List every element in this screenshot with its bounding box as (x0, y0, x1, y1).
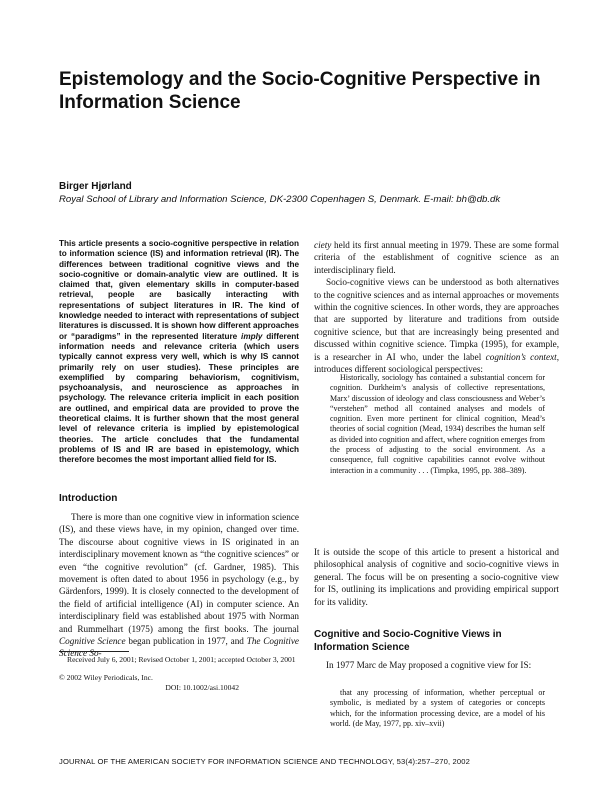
footnote-divider (59, 651, 129, 652)
abstract (59, 239, 299, 466)
abstract-part-1: This article presents a socio-cognitive perspective in relation to information science (IS) and information retrieval (IR). The differences between traditional cognitive views and the socio-cognitive or domain-analytic view are outlined. It is claimed that, given elementary skills in computer-based retrieval, people are basically interacting with representations of subject literatures in IR. The kind of knowledge needed to interact with representations of subject literatures is discussed. It is shown how different approaches or “paradigms” in the represented literature (59, 239, 299, 341)
intro-text-part-1: There is more than one cognitive view in information science (IS), and these views have, in my opinion, changed over time. The discourse about cognitive views in IS originated in an interdisciplinary movement known as “the cognitive sciences” or even “the cognitive revolution” (cf. Gardner, 1985). This movement is often dated to about 1956 in psychology (e.g., by Gärdenfors, 1999). It is closely connected to the development of the field of artificial intelligence (AI) in computer science. An interdisciplinary field was established about 1975 with Norman and Rummelhart (1975) among the first books. The journal (59, 512, 299, 634)
continued-paragraph (314, 239, 559, 276)
received-dates: Received July 6, 2001; Revised October 1, 2001; accepted October 3, 2001 (67, 655, 296, 664)
introduction-heading: Introduction (59, 493, 118, 504)
column-2-bottom (314, 659, 559, 671)
block-quote-de-may (330, 688, 545, 729)
journal-name-cognitive-science: Cognitive Science (59, 636, 126, 647)
para-part-2: , introduces different sociological perspectives: (314, 351, 559, 375)
footnotes (59, 655, 299, 693)
section-heading-cognitive-views: Cognitive and Socio-Cognitive Views in Information Science (314, 629, 502, 653)
quote-text: that any processing of information, whether perceptual or symbolic, is mediated by a system of categories or concepts which, for the information processing device, are a model of his world. (de May, 1977, pp. xiv–xvii) (330, 688, 545, 728)
journal-running-footer: JOURNAL OF THE AMERICAN SOCIETY FOR INFORMATION SCIENCE AND TECHNOLOGY, 53(4):257–270, 2002 (59, 757, 471, 766)
scope-paragraph: It is outside the scope of this article to present a historical and philosophical analysis of cognitive and socio-cognitive views in general. The focus will be on presenting a socio-cognitive view for IS, outlining its implications and providing empirical support for its validity. (314, 547, 559, 607)
abstract-part-2: different information needs and relevance criteria (which users typically cannot express very well, which is why IS cannot primarily rely on user studies). These principles are exemplified by comparing behaviorism, cognitivism, psychoanalysis, and neuroscience as approaches in psychology. The relevance criteria implicit in each position are outlined, and empirical data are provided to prove the theoretical claims. It is further shown that the most general level of relevance criteria is implied by epistemological theories. The article concludes that the fundamental problems of IS and IR are based in epistemology, which therefore becomes the most important allied field for IS. (59, 331, 299, 465)
author-affiliation: Royal School of Library and Information Science, DK-2300 Copenhagen S, Denmark. E-mail: bh@db.dk (59, 194, 501, 205)
article-title: Epistemology and the Socio-Cognitive Perspective in Information Science (59, 69, 541, 113)
abstract-text (59, 239, 299, 466)
introduction-paragraph (59, 511, 299, 660)
journal-name-society: The Cognitive Science So- (59, 636, 300, 659)
column-2-top (314, 239, 559, 375)
para-italic-term: cognition’s context (485, 351, 557, 362)
copyright-notice: © 2002 Wiley Periodicals, Inc. (59, 673, 153, 682)
continued-text: held its first annual meeting in 1979. These are some formal criteria of the establishment of cognitive science as an interdisciplinary field. (314, 240, 559, 275)
author-name: Birger Hjørland (59, 181, 132, 192)
intro-text-part-2: began publication in 1977, and (125, 636, 247, 647)
socio-cognitive-paragraph (314, 276, 559, 375)
abstract-emphasis: imply (241, 331, 263, 341)
block-quote-timpka (330, 373, 545, 476)
de-may-paragraph: In 1977 Marc de May proposed a cognitive view for IS: (326, 660, 532, 670)
para-part-1: Socio-cognitive views can be understood as both alternatives to the cognitive sciences and as internal approaches or movements within the cognitive sciences. In other words, they are approaches that are supported by literature and traditions from outside cognitive science, but that are increasingly being presented and discussed within cognitive science. Timpka (1995), for example, is a researcher in AI who, under the label (314, 277, 559, 362)
journal-name-continued: ciety (314, 240, 332, 250)
introduction-body (59, 511, 299, 660)
column-2-middle (314, 546, 559, 608)
doi: DOI: 10.1002/asi.10042 (165, 683, 239, 692)
quote-text: Historically, sociology has contained a substantial concern for cognition. Durkheim’s analysis of collective representations, Marx’ discussion of ideology and class consciousness and Weber’s “verstehen” method all contained analyses and models of cognition. Even more pertinent for clinical cognition, Mead’s theories of social cognition (Mead, 1934) describes the human self as divided into cognition and affect, where cognition emerges from the process of adjusting to the social environment. As a consequence, full cognitive capabilities cannot evolve without interaction in a community . . . (Timpka, 1995, pp. 388–389). (330, 373, 545, 475)
